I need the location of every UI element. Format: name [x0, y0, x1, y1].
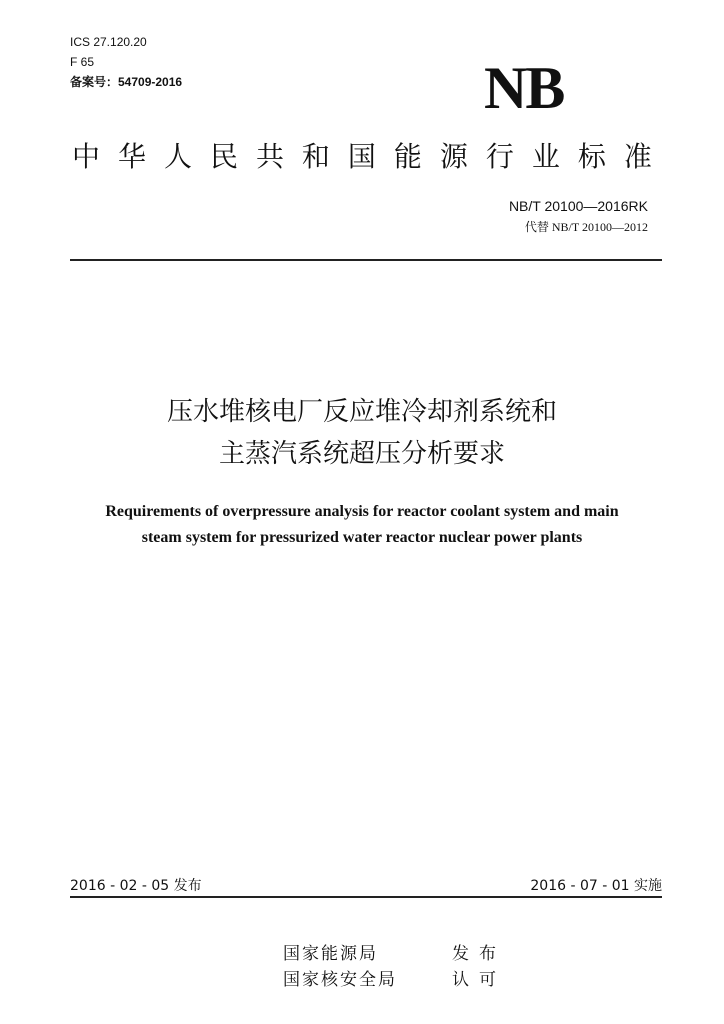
chinese-title-line-2: 主蒸汽系统超压分析要求: [218, 439, 505, 469]
title-char: 民: [209, 140, 238, 173]
issuer-name: 国家核安全局: [283, 970, 397, 990]
nb-logo: NB: [484, 55, 564, 121]
english-title-line-2: steam system for pressurized water reactor nuclear power plants: [141, 529, 583, 546]
title-char: 国: [347, 140, 376, 173]
replaces-note: 代替 NB/T 20100—2012: [524, 220, 648, 234]
bottom-divider: [70, 896, 662, 898]
ics-code: ICS 27.120.20: [70, 35, 147, 49]
title-char: 华: [117, 140, 146, 173]
standard-number: NB/T 20100—2016RK: [508, 198, 648, 214]
issuer-action: 发布: [452, 944, 506, 964]
top-divider: [70, 259, 662, 261]
title-char: 准: [623, 140, 652, 173]
title-char: 和: [301, 140, 330, 173]
title-char: 人: [163, 140, 192, 173]
title-char: 业: [531, 140, 560, 173]
classification-code: F 65: [70, 55, 95, 69]
title-char: 标: [577, 140, 606, 173]
standard-category-title: [72, 139, 652, 175]
english-title-line-1: Requirements of overpressure analysis for reactor coolant system and main: [105, 503, 619, 520]
title-char: 行: [485, 140, 514, 173]
title-char: 共: [255, 140, 284, 173]
title-char: 源: [439, 140, 468, 173]
record-number: 备案号：54709-2016: [70, 75, 183, 89]
issuer-action: 认可: [452, 970, 506, 990]
chinese-title-line-1: 压水堆核电厂反应堆冷却剂系统和: [166, 397, 557, 427]
title-char: 能: [393, 140, 422, 173]
issuer-name: 国家能源局: [283, 944, 378, 964]
publish-date: 2016 - 02 - 05 发布: [70, 878, 202, 894]
implementation-date: 2016 - 07 - 01 实施: [530, 878, 662, 894]
title-char: 中: [72, 140, 101, 173]
